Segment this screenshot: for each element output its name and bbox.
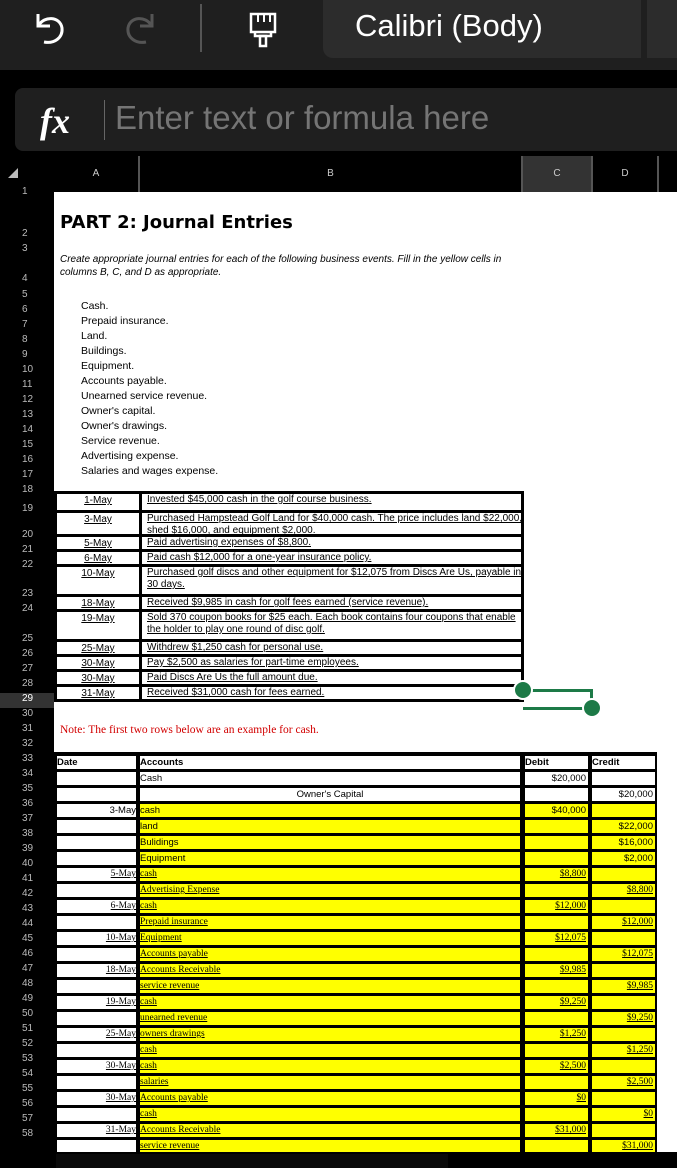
journal-credit-cell[interactable] [592, 932, 655, 945]
column-header-b[interactable]: B [140, 156, 523, 192]
journal-credit-cell[interactable] [592, 1028, 655, 1041]
row-number[interactable]: 36 [22, 798, 34, 809]
journal-row [54, 883, 657, 898]
journal-credit-cell[interactable]: $12,000 [592, 916, 655, 929]
note-text: Note: The first two rows below are an example for cash. [60, 724, 319, 736]
row-number[interactable]: 12 [22, 394, 34, 405]
event-row [54, 687, 524, 702]
journal-credit-cell[interactable]: $1,250 [592, 1044, 655, 1057]
event-description: Purchased golf discs and other equipment for $12,075 from Discs Are Us, payable in 30 days. [147, 567, 522, 590]
journal-date-cell[interactable]: 3-May [57, 804, 136, 817]
account-list-item: Salaries and wages expense. [81, 465, 219, 477]
journal-account-cell[interactable]: cash [140, 900, 520, 913]
row-number[interactable]: 32 [22, 738, 34, 749]
page-title: PART 2: Journal Entries [60, 212, 293, 233]
formula-input[interactable] [115, 99, 655, 137]
row-number[interactable]: 54 [22, 1068, 34, 1079]
journal-date-cell[interactable] [57, 836, 136, 849]
row-number[interactable]: 31 [22, 723, 34, 734]
journal-credit-cell[interactable] [592, 996, 655, 1009]
journal-account-cell[interactable]: cash [140, 804, 520, 817]
header-date: Date [57, 756, 136, 769]
journal-credit-cell[interactable]: $12,075 [592, 948, 655, 961]
row-number[interactable]: 1 [22, 186, 28, 197]
journal-account-cell[interactable]: cash [140, 996, 520, 1009]
select-all-icon[interactable] [8, 168, 18, 178]
event-row [54, 552, 524, 567]
event-description: Sold 370 coupon books for $25 each. Each book contains four coupons that enable the holder to play one round of disc golf. [147, 612, 516, 635]
row-number[interactable]: 47 [22, 963, 34, 974]
event-description: Received $31,000 cash for fees earned. [147, 687, 325, 698]
account-list-item: Owner's capital. [81, 405, 156, 417]
journal-credit-cell[interactable] [592, 1124, 655, 1137]
selection-handle-end[interactable] [582, 698, 602, 718]
journal-date-cell[interactable] [57, 948, 136, 961]
row-number[interactable]: 39 [22, 843, 34, 854]
journal-account-cell[interactable]: service revenue [140, 1140, 520, 1152]
journal-debit-cell[interactable] [525, 1140, 588, 1152]
row-number[interactable]: 56 [22, 1098, 34, 1109]
journal-debit-cell[interactable] [525, 1108, 588, 1121]
row-number[interactable]: 24 [22, 603, 34, 614]
account-list-item: Buildings. [81, 345, 127, 357]
journal-account-cell[interactable]: salaries [140, 1076, 520, 1089]
fx-icon[interactable]: fx [40, 101, 70, 141]
row-number[interactable]: 48 [22, 978, 34, 989]
journal-account-cell[interactable]: Advertising Expense [140, 884, 520, 897]
event-row [54, 672, 524, 687]
journal-debit-cell[interactable]: $40,000 [525, 804, 588, 817]
row-number[interactable]: 2 [22, 228, 28, 239]
account-list-item: Cash. [81, 300, 109, 312]
account-list-item: Unearned service revenue. [81, 390, 208, 402]
row-number[interactable]: 3 [22, 243, 28, 254]
journal-row [54, 851, 657, 866]
row-number[interactable]: 14 [22, 424, 34, 435]
journal-row [54, 947, 657, 962]
journal-account-cell[interactable]: Cash [140, 772, 520, 785]
row-number[interactable]: 34 [22, 768, 34, 779]
header-accounts: Accounts [140, 756, 520, 769]
journal-date-cell[interactable] [57, 1108, 136, 1121]
journal-debit-cell[interactable]: $2,500 [525, 1060, 588, 1073]
journal-debit-cell[interactable] [525, 788, 588, 801]
row-number[interactable]: 17 [22, 469, 34, 480]
toolbar-divider [200, 4, 202, 52]
journal-credit-cell[interactable]: $0 [592, 1108, 655, 1121]
journal-account-cell[interactable]: cash [140, 1108, 520, 1121]
journal-date-cell[interactable] [57, 1076, 136, 1089]
journal-debit-cell[interactable]: $1,250 [525, 1028, 588, 1041]
event-date: 10-May [57, 567, 142, 594]
event-date: 5-May [57, 537, 142, 549]
journal-header-row [54, 755, 657, 770]
journal-credit-cell[interactable]: $9,985 [592, 980, 655, 993]
row-number[interactable]: 40 [22, 858, 34, 869]
journal-account-cell[interactable]: land [140, 820, 520, 833]
journal-credit-cell[interactable] [592, 804, 655, 817]
row-number[interactable]: 55 [22, 1083, 34, 1094]
event-row [54, 513, 524, 537]
journal-account-cell[interactable]: Bulidings [140, 836, 520, 849]
journal-date-cell[interactable]: 10-May [57, 932, 136, 945]
account-list-item: Owner's drawings. [81, 420, 168, 432]
account-list-item: Advertising expense. [81, 450, 179, 462]
journal-account-cell[interactable]: Accounts payable [140, 1092, 520, 1105]
journal-account-cell[interactable]: service revenue [140, 980, 520, 993]
undo-icon[interactable] [30, 8, 70, 48]
journal-row [54, 1123, 657, 1138]
journal-row [54, 1107, 657, 1122]
row-number[interactable]: 25 [22, 633, 34, 644]
row-number[interactable]: 42 [22, 888, 34, 899]
journal-row [54, 915, 657, 930]
column-header-a[interactable]: A [54, 156, 140, 192]
row-number[interactable]: 26 [22, 648, 34, 659]
event-row [54, 494, 524, 513]
journal-credit-cell[interactable]: $31,000 [592, 1140, 655, 1152]
journal-row [54, 835, 657, 850]
event-date: 1-May [57, 494, 142, 510]
journal-credit-cell[interactable]: $9,250 [592, 1012, 655, 1025]
journal-row [54, 771, 657, 786]
journal-row [54, 867, 657, 882]
journal-debit-cell[interactable]: $12,075 [525, 932, 588, 945]
row-number[interactable]: 9 [22, 349, 28, 360]
journal-row [54, 1139, 657, 1152]
journal-row [54, 899, 657, 914]
event-date: 30-May [57, 657, 142, 669]
row-number[interactable]: 51 [22, 1023, 34, 1034]
row-number[interactable]: 38 [22, 828, 34, 839]
journal-debit-cell[interactable] [525, 820, 588, 833]
row-number[interactable]: 30 [22, 708, 34, 719]
journal-date-cell[interactable] [57, 820, 136, 833]
journal-row [54, 1075, 657, 1090]
journal-account-cell[interactable]: Owner's Capital [140, 788, 520, 801]
journal-debit-cell[interactable] [525, 852, 588, 865]
journal-debit-cell[interactable]: $8,800 [525, 868, 588, 881]
paint-roller-icon[interactable] [244, 8, 284, 48]
row-number[interactable]: 44 [22, 918, 34, 929]
event-description: Purchased Hampstead Golf Land for $40,000 cash. The price includes land $22,000, shed $16,000, and equipment $2,000. [147, 513, 523, 536]
journal-debit-cell[interactable]: $9,250 [525, 996, 588, 1009]
event-description: Invested $45,000 cash in the golf course business. [147, 494, 372, 505]
event-description: Received $9,985 in cash for golf fees earned (service revenue). [147, 597, 429, 608]
header-credit: Credit [592, 756, 655, 769]
row-number[interactable]: 18 [22, 484, 34, 495]
journal-credit-cell[interactable]: $8,800 [592, 884, 655, 897]
journal-credit-cell[interactable] [592, 964, 655, 977]
journal-date-cell[interactable]: 18-May [57, 964, 136, 977]
event-row [54, 612, 524, 642]
row-number[interactable]: 53 [22, 1053, 34, 1064]
account-list-item: Service revenue. [81, 435, 160, 447]
journal-date-cell[interactable] [57, 884, 136, 897]
selection-handle-start[interactable] [513, 680, 533, 700]
journal-account-cell[interactable]: cash [140, 1044, 520, 1057]
toolbar [0, 0, 677, 70]
row-headers [0, 186, 54, 1168]
font-size-selector[interactable] [647, 0, 677, 58]
row-number[interactable]: 7 [22, 319, 28, 330]
journal-date-cell[interactable] [57, 916, 136, 929]
event-row [54, 567, 524, 597]
journal-account-cell[interactable]: Equipment [140, 852, 520, 865]
row-number[interactable]: 58 [22, 1128, 34, 1139]
instructions-text: Create appropriate journal entries for each of the following business events. Fill in the yellow cells in columns B, C, and D as appropriate. [60, 254, 502, 278]
row-number[interactable]: 50 [22, 1008, 34, 1019]
journal-account-cell[interactable]: cash [140, 868, 520, 881]
journal-account-cell[interactable]: Accounts payable [140, 948, 520, 961]
account-list-item: Equipment. [81, 360, 135, 372]
row-number[interactable]: 49 [22, 993, 34, 1004]
journal-row [54, 1027, 657, 1042]
journal-date-cell[interactable]: 5-May [57, 868, 136, 881]
event-date: 30-May [57, 672, 142, 684]
event-description: Paid advertising expenses of $8,800. [147, 537, 311, 548]
journal-debit-cell[interactable]: $9,985 [525, 964, 588, 977]
journal-debit-cell[interactable] [525, 1076, 588, 1089]
row-number[interactable]: 13 [22, 409, 34, 420]
journal-account-cell[interactable]: Accounts Receivable [140, 1124, 520, 1137]
row-number[interactable]: 41 [22, 873, 34, 884]
journal-debit-cell[interactable] [525, 1012, 588, 1025]
row-number[interactable]: 22 [22, 559, 34, 570]
row-number[interactable]: 11 [22, 379, 33, 390]
journal-date-cell[interactable]: 30-May [57, 1060, 136, 1073]
event-description: Withdrew $1,250 cash for personal use. [147, 642, 324, 653]
journal-credit-cell[interactable]: $16,000 [592, 836, 655, 849]
journal-credit-cell[interactable] [592, 772, 655, 785]
event-date: 25-May [57, 642, 142, 654]
journal-date-cell[interactable] [57, 852, 136, 865]
journal-debit-cell[interactable]: $0 [525, 1092, 588, 1105]
redo-icon[interactable] [120, 8, 160, 48]
event-description: Paid cash $12,000 for a one-year insurance policy. [147, 552, 372, 563]
row-number[interactable]: 46 [22, 948, 34, 959]
journal-date-cell[interactable] [57, 1044, 136, 1057]
journal-credit-cell[interactable]: $2,500 [592, 1076, 655, 1089]
row-number[interactable]: 29 [0, 693, 54, 708]
journal-row [54, 787, 657, 802]
font-name-selector[interactable] [323, 0, 641, 58]
journal-row [54, 1043, 657, 1058]
event-date: 18-May [57, 597, 142, 609]
row-number[interactable]: 37 [22, 813, 34, 824]
journal-row [54, 931, 657, 946]
row-number[interactable]: 8 [22, 334, 28, 345]
event-description: Paid Discs Are Us the full amount due. [147, 672, 318, 683]
journal-debit-cell[interactable]: $31,000 [525, 1124, 588, 1137]
row-number[interactable]: 10 [22, 364, 34, 375]
journal-debit-cell[interactable] [525, 916, 588, 929]
row-number[interactable]: 43 [22, 903, 34, 914]
event-date: 19-May [57, 612, 142, 639]
journal-date-cell[interactable]: 31-May [57, 1124, 136, 1137]
row-number[interactable]: 6 [22, 304, 28, 315]
row-number[interactable]: 21 [22, 544, 34, 555]
row-number[interactable]: 35 [22, 783, 34, 794]
journal-credit-cell[interactable] [592, 1060, 655, 1073]
journal-row [54, 979, 657, 994]
journal-date-cell[interactable]: 6-May [57, 900, 136, 913]
journal-debit-cell[interactable] [525, 836, 588, 849]
journal-row [54, 963, 657, 978]
column-header-c[interactable]: C [523, 156, 593, 192]
account-list-item: Accounts payable. [81, 375, 167, 387]
row-number[interactable]: 15 [22, 439, 34, 450]
row-number[interactable]: 16 [22, 454, 34, 465]
row-number[interactable]: 5 [22, 289, 28, 300]
journal-date-cell[interactable] [57, 1140, 136, 1152]
journal-debit-cell[interactable] [525, 1044, 588, 1057]
journal-row [54, 803, 657, 818]
row-number[interactable]: 28 [22, 678, 34, 689]
journal-row [54, 1059, 657, 1074]
row-number[interactable]: 45 [22, 933, 34, 944]
journal-account-cell[interactable]: unearned revenue [140, 1012, 520, 1025]
journal-row [54, 819, 657, 834]
journal-row [54, 995, 657, 1010]
event-date: 31-May [57, 687, 142, 699]
event-date: 6-May [57, 552, 142, 564]
journal-date-cell[interactable] [57, 788, 136, 801]
journal-debit-cell[interactable]: $20,000 [525, 772, 588, 785]
journal-date-cell[interactable]: 25-May [57, 1028, 136, 1041]
font-name-label: Calibri (Body) [355, 8, 543, 43]
journal-credit-cell[interactable] [592, 900, 655, 913]
journal-date-cell[interactable]: 30-May [57, 1092, 136, 1105]
journal-account-cell[interactable]: Accounts Receivable [140, 964, 520, 977]
row-number[interactable]: 23 [22, 588, 34, 599]
journal-debit-cell[interactable] [525, 980, 588, 993]
event-description: Pay $2,500 as salaries for part-time employees. [147, 657, 359, 668]
selection-border-top [523, 689, 593, 692]
column-headers [0, 156, 677, 192]
account-list-item: Land. [81, 330, 108, 342]
journal-date-cell[interactable] [57, 980, 136, 993]
journal-debit-cell[interactable]: $12,000 [525, 900, 588, 913]
header-debit: Debit [525, 756, 588, 769]
journal-credit-cell[interactable]: $2,000 [592, 852, 655, 865]
journal-row [54, 1091, 657, 1106]
worksheet [54, 192, 677, 1152]
event-row [54, 537, 524, 552]
event-row [54, 642, 524, 657]
row-number[interactable]: 33 [22, 753, 34, 764]
row-number[interactable]: 20 [22, 529, 34, 540]
formula-bar-divider [104, 100, 105, 140]
journal-date-cell[interactable] [57, 772, 136, 785]
journal-date-cell[interactable]: 19-May [57, 996, 136, 1009]
journal-debit-cell[interactable] [525, 884, 588, 897]
journal-credit-cell[interactable] [592, 1092, 655, 1105]
journal-account-cell[interactable]: owners drawings [140, 1028, 520, 1041]
journal-account-cell[interactable]: Equipment [140, 932, 520, 945]
journal-table [54, 752, 657, 1152]
row-number[interactable]: 27 [22, 663, 34, 674]
journal-credit-cell[interactable]: $22,000 [592, 820, 655, 833]
journal-credit-cell[interactable]: $20,000 [592, 788, 655, 801]
journal-credit-cell[interactable] [592, 868, 655, 881]
account-list-item: Prepaid insurance. [81, 315, 169, 327]
column-header-d[interactable]: D [593, 156, 659, 192]
journal-account-cell[interactable]: cash [140, 1060, 520, 1073]
row-number[interactable]: 57 [22, 1113, 34, 1124]
journal-account-cell[interactable]: Prepaid insurance [140, 916, 520, 929]
journal-date-cell[interactable] [57, 1012, 136, 1025]
journal-debit-cell[interactable] [525, 948, 588, 961]
row-number[interactable]: 4 [22, 273, 28, 284]
row-number[interactable]: 19 [22, 503, 34, 514]
journal-row [54, 1011, 657, 1026]
sheet-scrollbar[interactable] [56, 1154, 448, 1168]
event-row [54, 657, 524, 672]
row-number[interactable]: 52 [22, 1038, 34, 1049]
event-row [54, 597, 524, 612]
event-date: 3-May [57, 513, 142, 534]
